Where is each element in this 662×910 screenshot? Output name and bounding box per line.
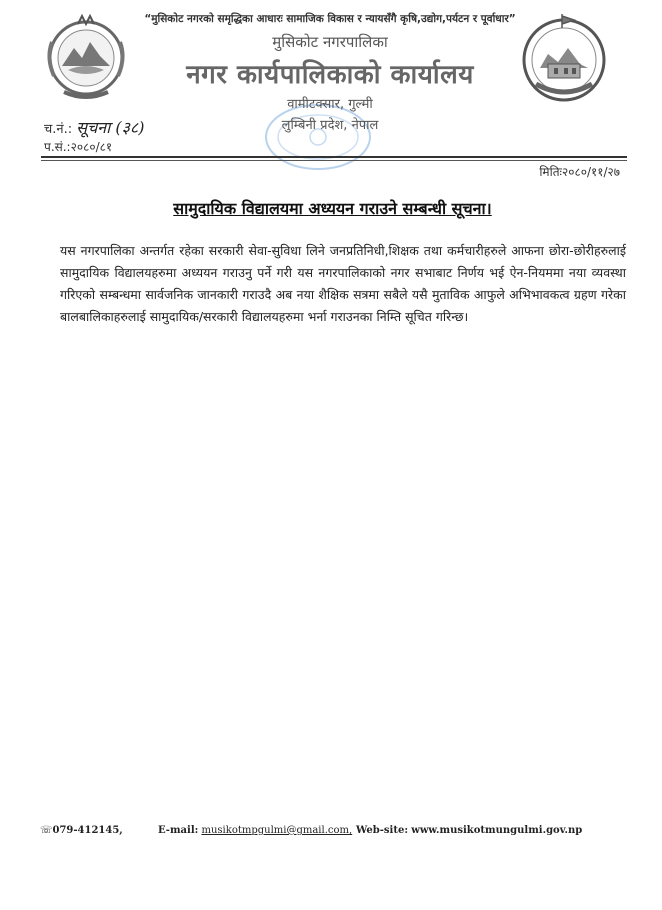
email-link[interactable]: musikotmpgulmi@gmail.com, [201, 825, 353, 836]
notice-date [480, 163, 620, 180]
notice-body: यस नगरपालिका अन्तर्गत रहेका सरकारी सेवा-सुविधा लिने जनप्रतिनिधी,शिक्षक तथा कर्मचारीहरुले आफना छोरा-छोरीहरुलाई सामुदायिक विद्यालयहरुमा अध्ययन गराउनु पर्ने गरी यस नगरपालिकाको नगर सभाबाट निर्णय भई ऐन-नियममा नया व्यवस्था गरिएको सम्बन्धमा सार्वजनिक जानकारी गराउदै अब नया शैक्षिक सत्रमा सबैले यसै मुताविक आफुले अभिभावकत्व ग्रहण गरेका बालबालिकाहरुलाई सामुदायिक/सरकारी विद्यालयहरुमा भर्ना गराउनका निम्ति सूचित गरिन्छ। [60, 243, 626, 324]
footer-website [356, 825, 582, 836]
letter-serial [44, 138, 112, 155]
footer-phone [40, 825, 123, 836]
address-line-2: लुम्बिनी प्रदेश, नेपाल [281, 118, 379, 133]
header-divider [41, 156, 627, 158]
reference-label: च.नं.: [44, 122, 73, 137]
office-name: नगर कार्यपालिकाको कार्यालय [186, 60, 474, 90]
header-divider-thin [41, 160, 627, 161]
address-line-1: वामीटक्सार, गुल्मी [287, 97, 373, 112]
phone-number: 079-412145, [52, 825, 123, 836]
reference-value: सूचना (३८) [76, 118, 145, 137]
notice-title: सामुदायिक विद्यालयमा अध्ययन गराउने सम्बन्धी सूचना। [173, 199, 492, 218]
serial-label: प.सं.: [44, 140, 71, 154]
reference-number [44, 116, 144, 138]
website-label: Web-site: [356, 825, 409, 836]
serial-value: २०८०/८१ [70, 140, 113, 154]
phone-icon: ☏ [40, 825, 53, 836]
date-value: २०८०/११/२७ [561, 165, 620, 179]
municipality-name: मुसिकोट नगरपालिका [272, 33, 388, 51]
footer-email [158, 825, 352, 836]
email-label: E-mail: [158, 825, 199, 836]
date-label: मितिः [539, 165, 562, 179]
office-stamp-icon [262, 102, 374, 172]
website-link[interactable]: www.musikotmungulmi.gov.np [411, 825, 583, 836]
header-slogan: “मुसिकोट नगरको समृद्धिका आधारः सामाजिक विकास र न्यायसँगै कृषि,उद्योग,पर्यटन र पूर्वाधार” [144, 13, 516, 25]
